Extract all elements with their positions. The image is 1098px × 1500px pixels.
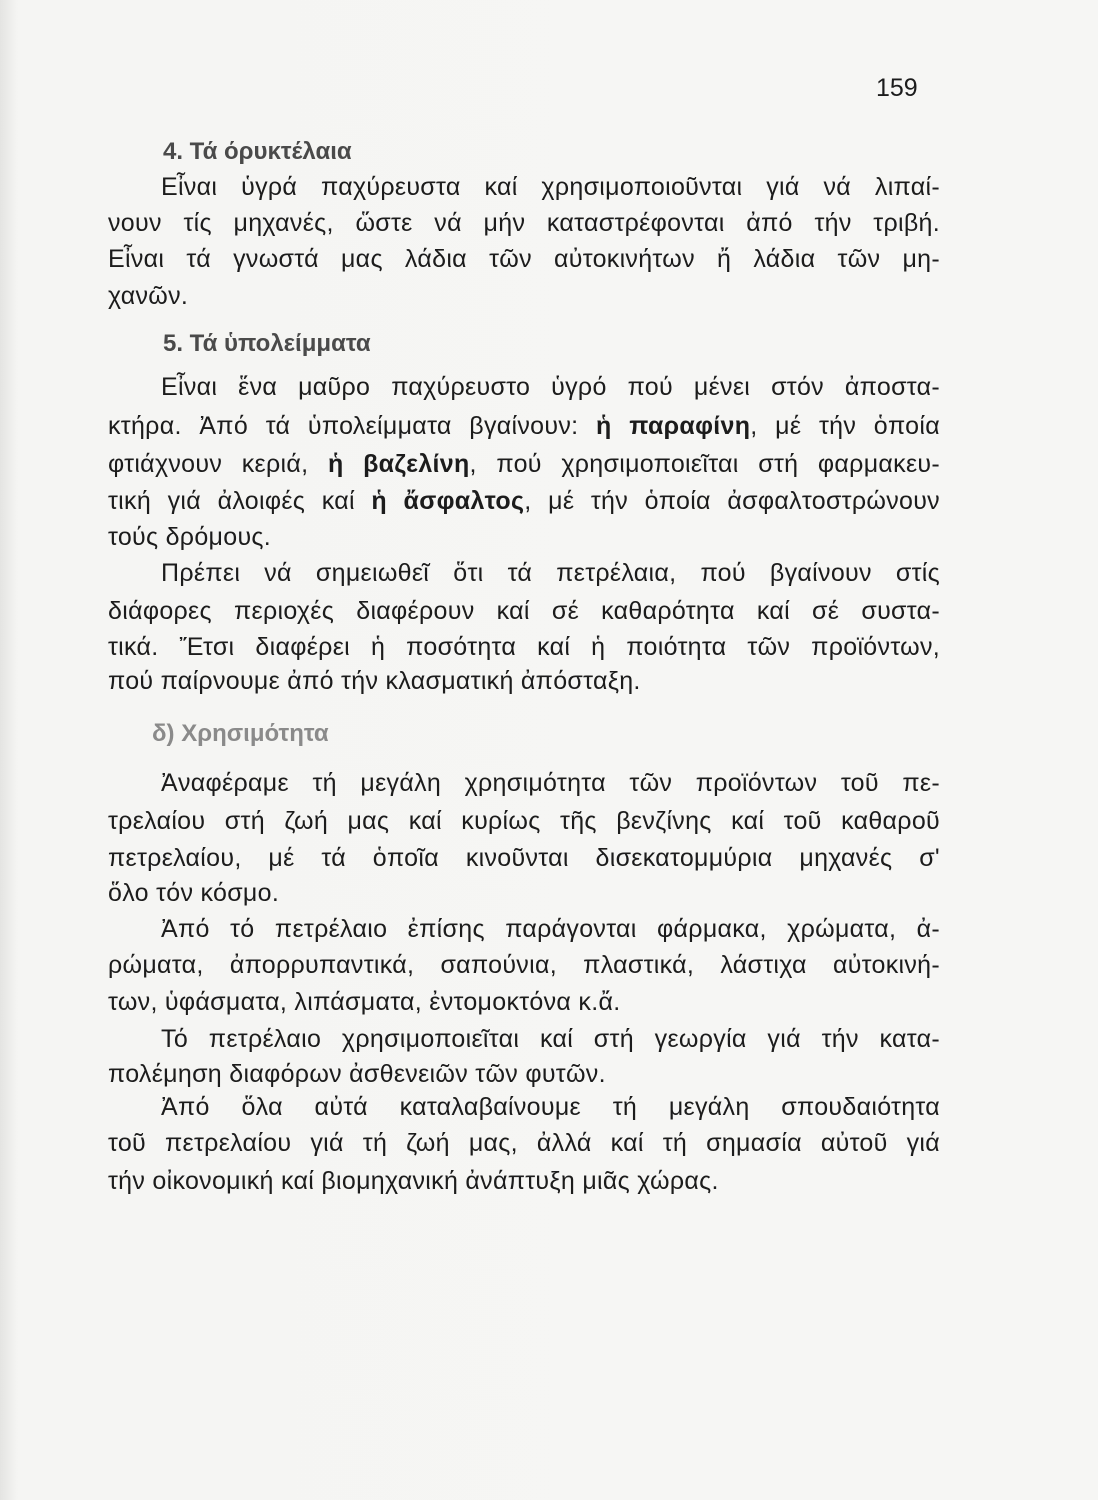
text-line: νουν τίς μηχανές, ὥστε νά μήν καταστρέφονται ἀπό τήν τριβή. [108,209,940,237]
text-line: χανῶν. [108,282,189,310]
text-segment: , μέ τήν ὁποία ἀσφαλτοστρώνουν [524,487,940,515]
text-line: Τό πετρέλαιο χρησιμοποιεῖται καί στή γεωργία γιά τήν κατα- [161,1025,940,1053]
text-segment: κτήρα. Ἀπό τά ὑπολείμματα βγαίνουν: [108,412,597,440]
section-4-heading: 4. Τά όρυκτέλαια [163,138,352,165]
text-segment: , μέ τήν ὁποία [750,412,940,440]
text-line: πού παίρνουμε ἀπό τήν κλασματική ἀπόσταξη. [108,667,641,695]
text-line: τικά. Ἔτσι διαφέρει ἡ ποσότητα καί ἡ ποιότητα τῶν προϊόντων, [108,633,940,661]
text-segment: , πού χρησιμοποιεῖται στή φαρμακευ- [469,450,940,478]
text-line: ρώματα, ἀπορρυπαντικά, σαπούνια, πλαστικά, λάστιχα αὐτοκινή- [108,951,940,979]
text-line: ὅλο τόν κόσμο. [108,879,280,907]
usefulness-heading: δ) Χρησιμότητα [152,720,329,747]
text-line: διάφορες περιοχές διαφέρουν καί σέ καθαρότητα καί σέ συστα- [108,597,940,625]
text-line: πετρελαίου, μέ τά ὁποῖα κινοῦνται δισεκατομμύρια μηχανές σ' [108,844,940,872]
text-line: Ἀναφέραμε τή μεγάλη χρησιμότητα τῶν προϊόντων τοῦ πε- [161,769,940,797]
text-line: τήν οἰκονομική καί βιομηχανική ἀνάπτυξη μιᾶς χώρας. [108,1167,719,1195]
text-line: τρελαίου στή ζωή μας καί κυρίως τῆς βενζίνης καί τοῦ καθαροῦ [108,807,940,835]
text-line [108,486,940,516]
text-segment: φτιάχνουν κεριά, [108,450,328,478]
text-line: Πρέπει νά σημειωθεῖ ὅτι τά πετρέλαια, πού βγαίνουν στίς [161,559,940,587]
text-line: πολέμηση διαφόρων ἀσθενειῶν τῶν φυτῶν. [108,1060,606,1088]
term-vaseline: ἡ βαζελίνη [327,450,470,478]
text-line: τούς δρόμους. [108,523,272,551]
text-line: Εἶναι τά γνωστά μας λάδια τῶν αὐτοκινήτων ἤ λάδια τῶν μη- [108,245,940,273]
text-line: τοῦ πετρελαίου γιά τή ζωή μας, ἀλλά καί τή σημασία αὐτοῦ γιά [108,1129,940,1157]
page-number: 159 [876,74,918,102]
text-line: Ἀπό ὅλα αὐτά καταλαβαίνουμε τή μεγάλη σπουδαιότητα [161,1093,940,1121]
section-5-heading: 5. Τά ὑπολείμματα [163,330,371,357]
text-line: Εἶναι ὑγρά παχύρευστα καί χρησιμοποιοῦνται γιά νά λιπαί- [161,173,940,201]
text-line [108,411,940,441]
text-line: Ἀπό τό πετρέλαιο ἐπίσης παράγονται φάρμακα, χρώματα, ἀ- [161,915,940,943]
term-asphalt: ἡ ἄσφαλτος [371,487,525,515]
term-paraffin: ἡ παραφίνη [596,412,751,440]
text-line: των, ὑφάσματα, λιπάσματα, ἐντομοκτόνα κ.ἄ. [108,988,621,1016]
text-line: Εἶναι ἕνα μαῦρο παχύρευστο ὑγρό πού μένει στόν ἀποστα- [161,373,940,401]
text-line [108,449,940,479]
text-segment: τική γιά ἀλοιφές καί [108,487,372,515]
